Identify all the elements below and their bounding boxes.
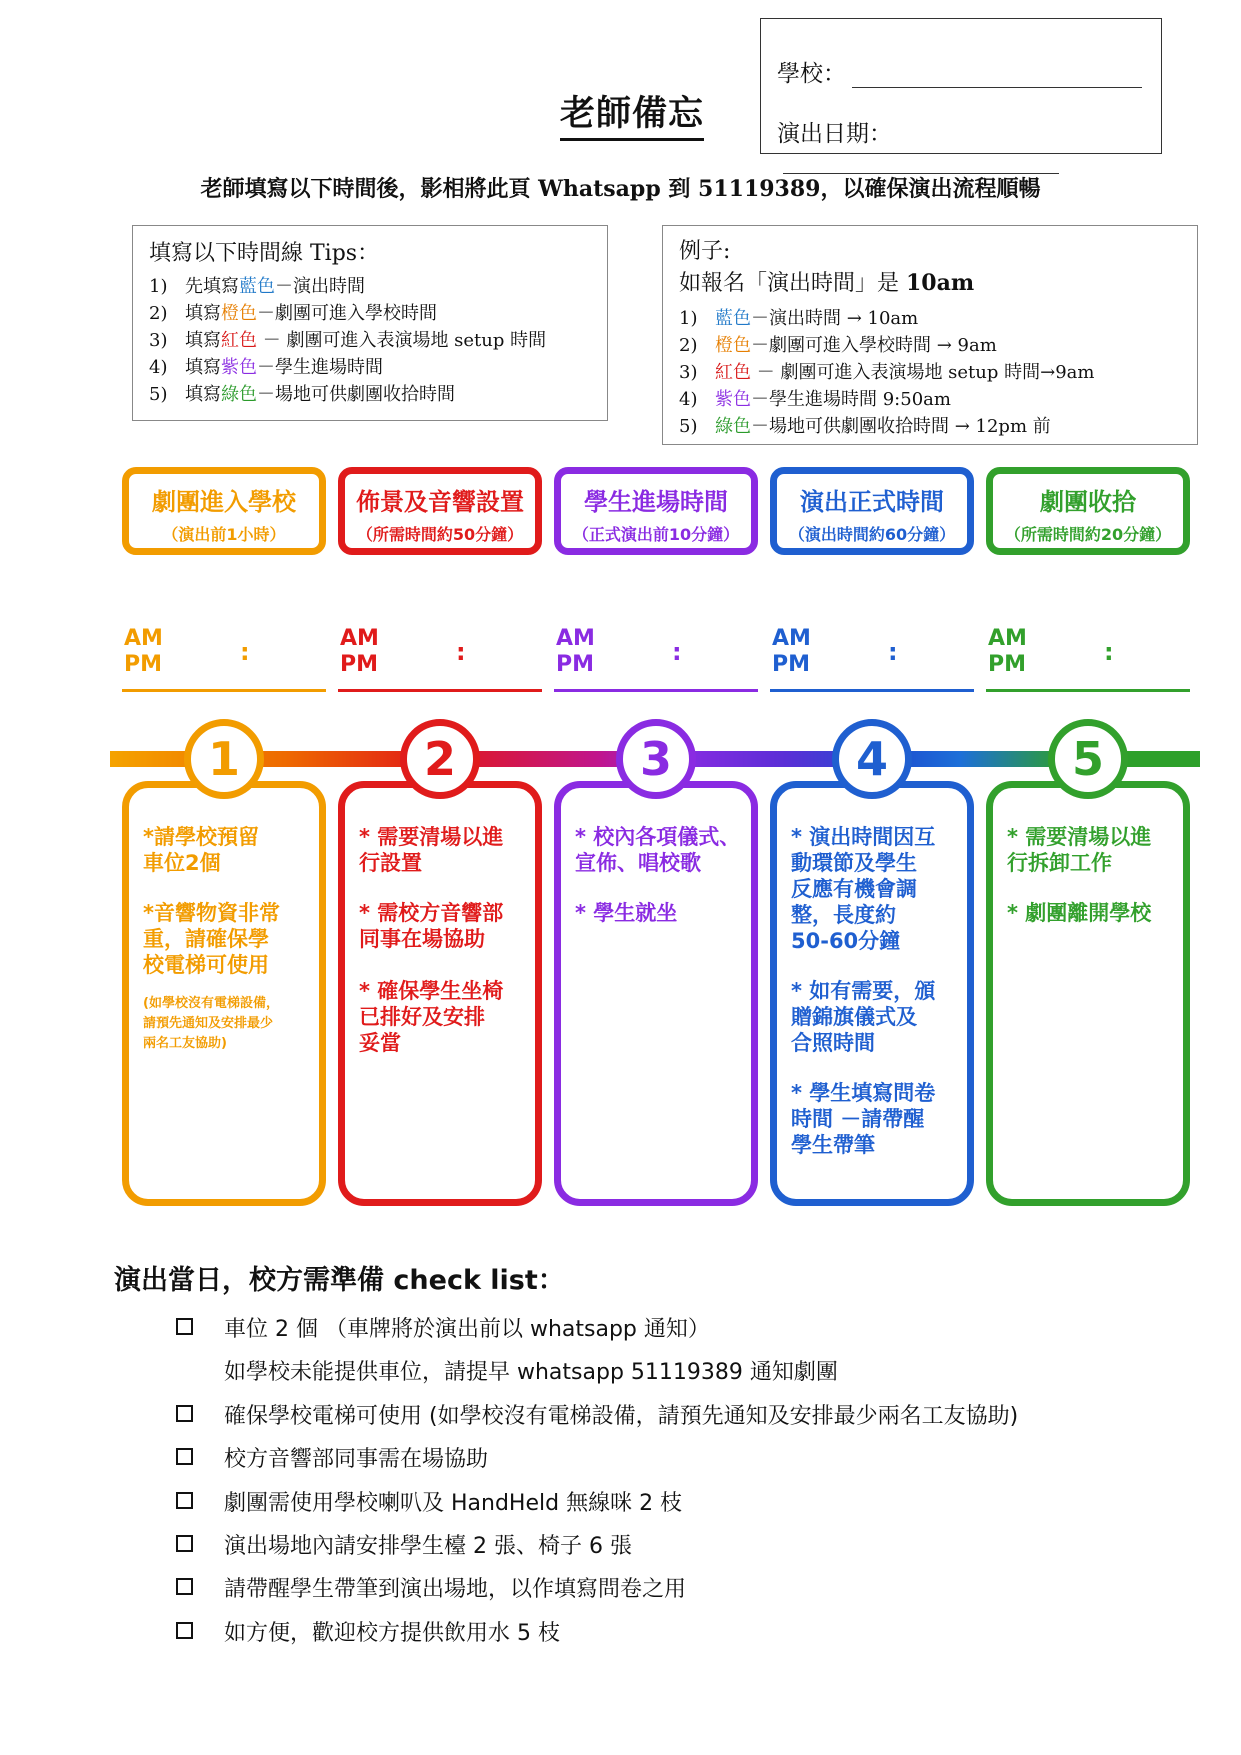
time-field-stage-3[interactable]: AM PM : — [554, 626, 758, 692]
date-field[interactable] — [777, 115, 1161, 174]
time-field-stage-2[interactable]: AM PM : — [338, 626, 542, 692]
checkbox[interactable] — [176, 1448, 193, 1465]
stage-box-setup: 佈景及音響設置 （所需時間約50分鐘） — [338, 467, 542, 555]
detail-item: * 確保學生坐椅 已排好及安排 妥當 — [359, 979, 504, 1055]
date-label: 演出日期： — [777, 121, 892, 147]
detail-item: * 校內各項儀式、 宣佈、唱校歌 — [575, 825, 741, 875]
stage-box-students-enter: 學生進場時間 （正式演出前10分鐘） — [554, 467, 758, 555]
detail-column-3 — [554, 781, 758, 1206]
time-field-stage-4[interactable]: AM PM : — [770, 626, 974, 692]
example-item: 3) 紅色 － 劇團可進入表演場地 setup 時間→9am — [679, 362, 1095, 383]
tips-item: 3) 填寫紅色 － 劇團可進入表演場地 setup 時間 — [149, 330, 547, 351]
step-number-4: 4 — [832, 719, 912, 799]
step-number-3: 3 — [616, 719, 696, 799]
detail-item: * 學生填寫問卷 時間 －請帶醒 學生帶筆 — [791, 1081, 936, 1157]
detail-item: * 學生就坐 — [575, 901, 678, 925]
detail-column-1 — [122, 781, 326, 1206]
checklist-item-note: 如學校未能提供車位，請提早 whatsapp 51119389 通知劇團 — [224, 1360, 838, 1385]
detail-column-4 — [770, 781, 974, 1206]
school-label: 學校： — [777, 61, 846, 87]
detail-item: * 需要清場以進 行拆卸工作 — [1007, 825, 1152, 875]
step-number-2: 2 — [400, 719, 480, 799]
example-heading: 例子: — [679, 239, 731, 264]
example-item: 2) 橙色－劇團可進入學校時間 → 9am — [679, 335, 997, 356]
example-item: 4) 紫色－學生進場時間 9:50am — [679, 389, 951, 410]
example-intro: 如報名「演出時間」是 10am — [679, 270, 975, 296]
tips-heading: 填寫以下時間線 Tips： — [149, 241, 380, 266]
example-box — [662, 225, 1198, 445]
tips-item: 5) 填寫綠色－場地可供劇團收拾時間 — [149, 384, 455, 405]
example-item: 1) 藍色－演出時間 → 10am — [679, 308, 919, 329]
tips-item: 2) 填寫橙色－劇團可進入學校時間 — [149, 303, 437, 324]
school-info-box — [760, 18, 1162, 154]
detail-column-5 — [986, 781, 1190, 1206]
detail-column-2 — [338, 781, 542, 1206]
tips-item: 1) 先填寫藍色－演出時間 — [149, 276, 365, 297]
checkbox[interactable] — [176, 1492, 193, 1509]
stage-box-show-time: 演出正式時間 （演出時間約60分鐘） — [770, 467, 974, 555]
time-field-stage-1[interactable]: AM PM : — [122, 626, 326, 692]
detail-note: (如學校沒有電梯設備， 請預先通知及安排最少 兩名工友協助) — [143, 996, 279, 1051]
detail-item: *音響物資非常 重，請確保學 校電梯可使用 — [143, 901, 280, 977]
checklist-title: 演出當日，校方需準備 check list： — [114, 1265, 565, 1296]
checkbox[interactable] — [176, 1622, 193, 1639]
stage-box-pack-up: 劇團收拾 （所需時間約20分鐘） — [986, 467, 1190, 555]
page-title: 老師備忘 — [560, 86, 704, 141]
school-blank-line[interactable] — [852, 69, 1142, 88]
step-number-1: 1 — [184, 719, 264, 799]
checkbox[interactable] — [176, 1578, 193, 1595]
subtitle: 老師填寫以下時間後，影相將此頁 Whatsapp 到 51119389，以確保演出流程順暢 — [200, 176, 1041, 202]
detail-item: * 需要清場以進 行設置 — [359, 825, 504, 875]
step-number-5: 5 — [1048, 719, 1128, 799]
time-field-stage-5[interactable]: AM PM : — [986, 626, 1190, 692]
stage-box-enter-school: 劇團進入學校 （演出前1小時） — [122, 467, 326, 555]
tips-box — [132, 225, 608, 421]
tips-item: 4) 填寫紫色－學生進場時間 — [149, 357, 383, 378]
detail-item: * 需校方音響部 同事在場協助 — [359, 901, 504, 951]
checkbox[interactable] — [176, 1405, 193, 1422]
checkbox[interactable] — [176, 1318, 193, 1335]
example-item: 5) 綠色－場地可供劇團收拾時間 → 12pm 前 — [679, 416, 1051, 437]
detail-item: *請學校預留 車位2個 — [143, 825, 259, 875]
detail-item: * 演出時間因互 動環節及學生 反應有機會調 整，長度約 50-60分鐘 — [791, 825, 936, 953]
detail-item: * 劇團離開學校 — [1007, 901, 1152, 925]
school-field[interactable] — [777, 55, 1142, 88]
checkbox[interactable] — [176, 1535, 193, 1552]
detail-item: * 如有需要，頒 贈錦旗儀式及 合照時間 — [791, 979, 936, 1055]
